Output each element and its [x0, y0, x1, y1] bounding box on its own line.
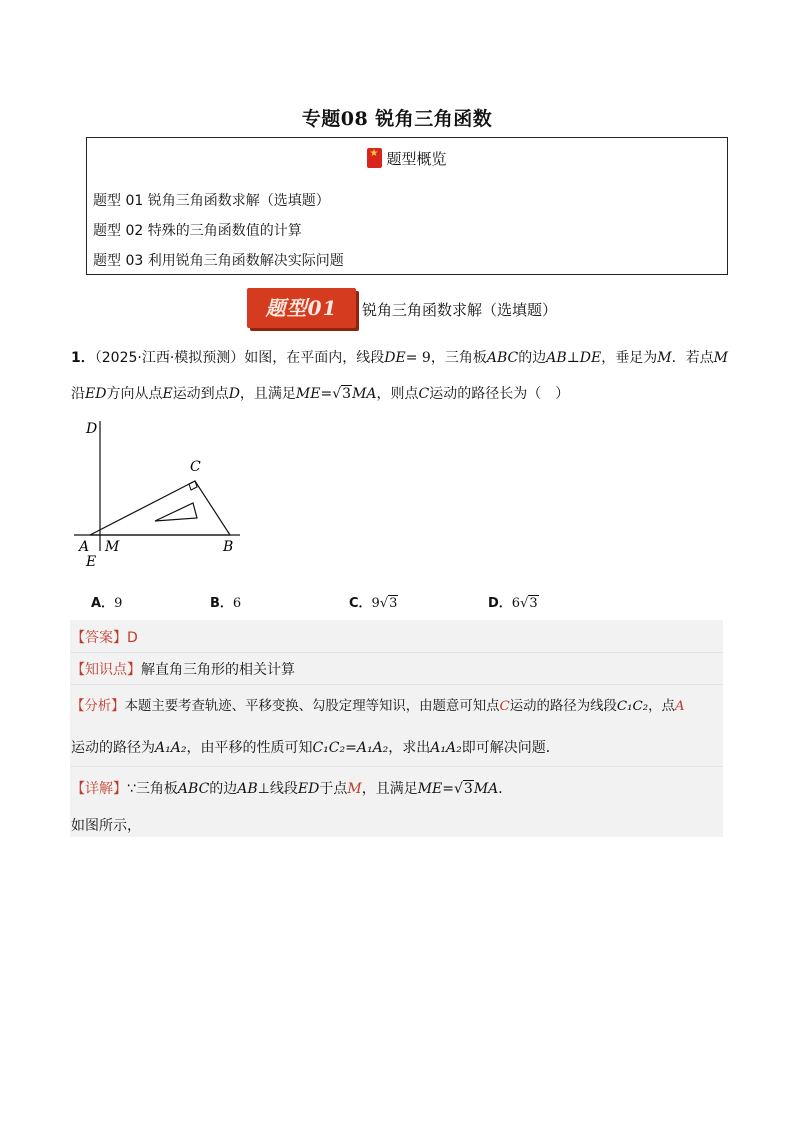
answer-divider-1 [70, 652, 723, 653]
q2-equals: = [320, 386, 333, 402]
q1-math-de2: DE [579, 350, 602, 366]
option-c[interactable] [349, 592, 398, 611]
detail-math-ab: AB [237, 781, 258, 797]
q1-math-de: DE [384, 350, 406, 366]
option-d-radicand: 3 [529, 596, 538, 611]
q2-text-f: ，则点 [376, 386, 419, 402]
closing-row: 如图所示， [71, 818, 141, 834]
option-b-key: B． [210, 596, 233, 611]
option-d-coef: 6 [511, 596, 521, 611]
q2-math-me: ME [295, 386, 321, 402]
inner-triangle [155, 503, 197, 521]
detail-math-m: M [347, 781, 362, 797]
q2-text-d: ，且满足 [239, 386, 296, 402]
section-title: 锐角三角函数求解（选填题） [362, 301, 558, 319]
option-b-value: 6 [232, 596, 242, 611]
q2-text-g: 运动的路径长为（ ） [429, 386, 570, 402]
overview-heading-text: 题型概览 [386, 150, 447, 168]
label-a: A [79, 539, 90, 555]
detail-text-a: ∵三角板 [127, 781, 178, 797]
triangle-abc [90, 481, 230, 535]
option-c-radicand: 3 [389, 596, 398, 611]
detail-text-d: 于点 [319, 781, 348, 797]
analysis2-text-d: ，求出 [388, 740, 431, 756]
answer-value: D [127, 630, 138, 646]
q2-sqrt: √3 [332, 386, 352, 402]
analysis2-equals: = [345, 740, 357, 756]
q1-text-c: 的边 [518, 350, 547, 366]
page-title: 专题08 锐角三角函数 [301, 108, 493, 130]
option-d[interactable] [488, 592, 539, 611]
q2-text-a: 沿 [71, 386, 85, 402]
detail-equals: = [442, 781, 454, 797]
detail-math-abc: ABC [177, 781, 210, 797]
geometry-diagram [70, 415, 250, 575]
detail-text-c: ⊥线段 [257, 781, 298, 797]
knowledge-value: 解直角三角形的相关计算 [141, 662, 295, 678]
detail-row [71, 778, 512, 798]
right-angle-mark [189, 481, 197, 490]
q1-text-b: = 9，三角板 [405, 350, 487, 366]
q2-math-ma: MA [352, 386, 377, 402]
knowledge-label: 【知识点】 [71, 662, 141, 678]
q1-text-a: 如图，在平面内，线段 [244, 350, 385, 366]
label-d: D [86, 421, 98, 437]
q1-math-m2: M [713, 350, 728, 366]
q2-math-c: C [418, 386, 430, 402]
q2-text-c: 运动到点 [172, 386, 229, 402]
detail-math-ma: MA [473, 781, 499, 797]
analysis-math-c: C [499, 699, 510, 714]
detail-math-ed: ED [297, 781, 320, 797]
detail-text-b: 的边 [209, 781, 238, 797]
analysis-row-1 [71, 695, 685, 714]
analysis-text-b: 运动的路径为线段 [509, 699, 617, 714]
analysis2-text-b: ，由平移的性质可知 [186, 740, 313, 756]
question-number: 1． [71, 350, 95, 366]
detail-sqrt: √3 [454, 781, 473, 797]
detail-label: 【详解】 [71, 781, 127, 797]
analysis-text-a: 本题主要考查轨迹、平移变换、勾股定理等知识，由题意可知点 [124, 699, 500, 714]
q1-math-abc: ABC [486, 350, 519, 366]
detail-text-g: ． [498, 781, 513, 797]
q1-math-m: M [657, 350, 672, 366]
q1-text-f: ．若点 [671, 350, 714, 366]
option-d-sqrt: √3 [520, 596, 538, 611]
option-a-key: A． [91, 596, 115, 611]
option-d-key: D． [488, 596, 512, 611]
overview-item-2: 题型 02 特殊的三角函数值的计算 [93, 223, 302, 239]
q1-perp: ⊥ [566, 350, 580, 366]
analysis-label: 【分析】 [71, 699, 125, 714]
analysis-math-c1c2: C₁C₂ [616, 699, 649, 714]
knowledge-row [71, 659, 295, 679]
q1-text-e: ，垂足为 [601, 350, 658, 366]
overview-heading [87, 148, 727, 169]
question-line-2 [71, 383, 569, 403]
question-source: （2025·江西·模拟预测） [94, 350, 245, 366]
analysis2-text-a: 运动的路径为 [71, 740, 155, 756]
q2-text-b: 方向从点 [106, 386, 163, 402]
label-m: M [105, 539, 120, 555]
section-banner: 题型01 [247, 288, 356, 328]
detail-math-me: ME [417, 781, 443, 797]
q2-sqrt-radicand: 3 [342, 386, 352, 402]
q1-math-ab: AB [546, 350, 567, 366]
label-e: E [86, 554, 97, 570]
analysis2-math-c1c2: C₁C₂ [312, 740, 346, 756]
q2-math-ed: ED [85, 386, 107, 402]
detail-sqrt-radicand: 3 [463, 781, 473, 797]
option-c-sqrt: √3 [379, 596, 398, 611]
analysis2-math-a1a2-c: A₁A₂ [430, 740, 462, 756]
analysis2-text-e: 即可解决问题． [461, 740, 560, 756]
q2-math-d: D [228, 386, 240, 402]
answer-label: 【答案】 [71, 630, 127, 646]
analysis2-math-a1a2-b: A₁A₂ [356, 740, 389, 756]
label-b: B [223, 539, 234, 555]
label-c: C [190, 459, 201, 475]
q2-math-e: E [162, 386, 173, 402]
option-a-value: 9 [114, 596, 123, 611]
overview-item-3: 题型 03 利用锐角三角函数解决实际问题 [93, 253, 344, 269]
option-c-key: C． [349, 596, 372, 611]
analysis-math-a: A [674, 699, 685, 714]
analysis-text-c: ，点 [648, 699, 675, 714]
detail-text-e: ，且满足 [361, 781, 418, 797]
answer-divider-2 [70, 684, 723, 685]
overview-box [86, 137, 728, 275]
analysis-row-2 [71, 737, 560, 757]
answer-divider-3 [70, 766, 723, 767]
question-line-1 [71, 347, 728, 367]
answer-row [71, 627, 138, 647]
option-b[interactable] [210, 592, 241, 611]
overview-item-1: 题型 01 锐角三角函数求解（选填题） [93, 193, 330, 209]
analysis2-math-a1a2: A₁A₂ [155, 740, 187, 756]
option-a[interactable] [91, 592, 122, 611]
book-icon [367, 148, 382, 168]
option-c-coef: 9 [371, 596, 380, 611]
